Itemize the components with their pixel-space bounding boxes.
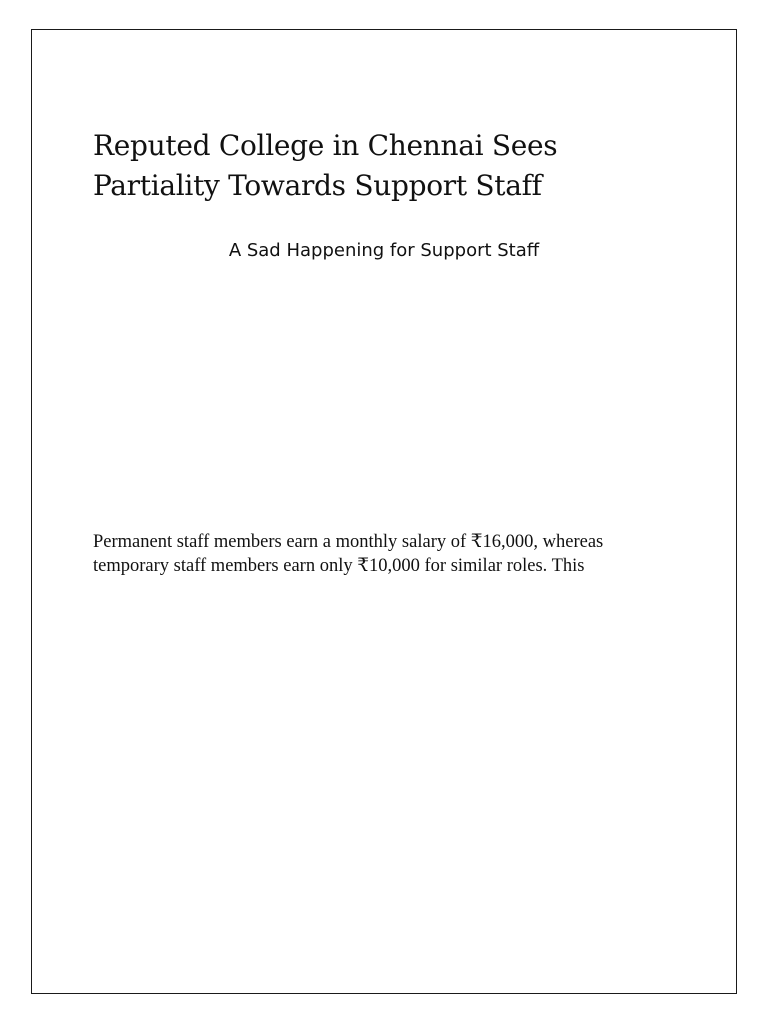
body-paragraph-line-1: Permanent staff members earn a monthly salary of ₹16,000, whereas [93,532,604,552]
document-subtitle: A Sad Happening for Support Staff [228,240,540,261]
document-title [93,126,713,206]
body-paragraph [93,530,713,578]
body-paragraph-line-2: temporary staff members earn only ₹10,000 for similar roles. This [93,556,585,576]
document-title-line-2: Partiality Towards Support Staff [93,169,542,202]
document-title-line-1: Reputed College in Chennai Sees [93,129,558,162]
